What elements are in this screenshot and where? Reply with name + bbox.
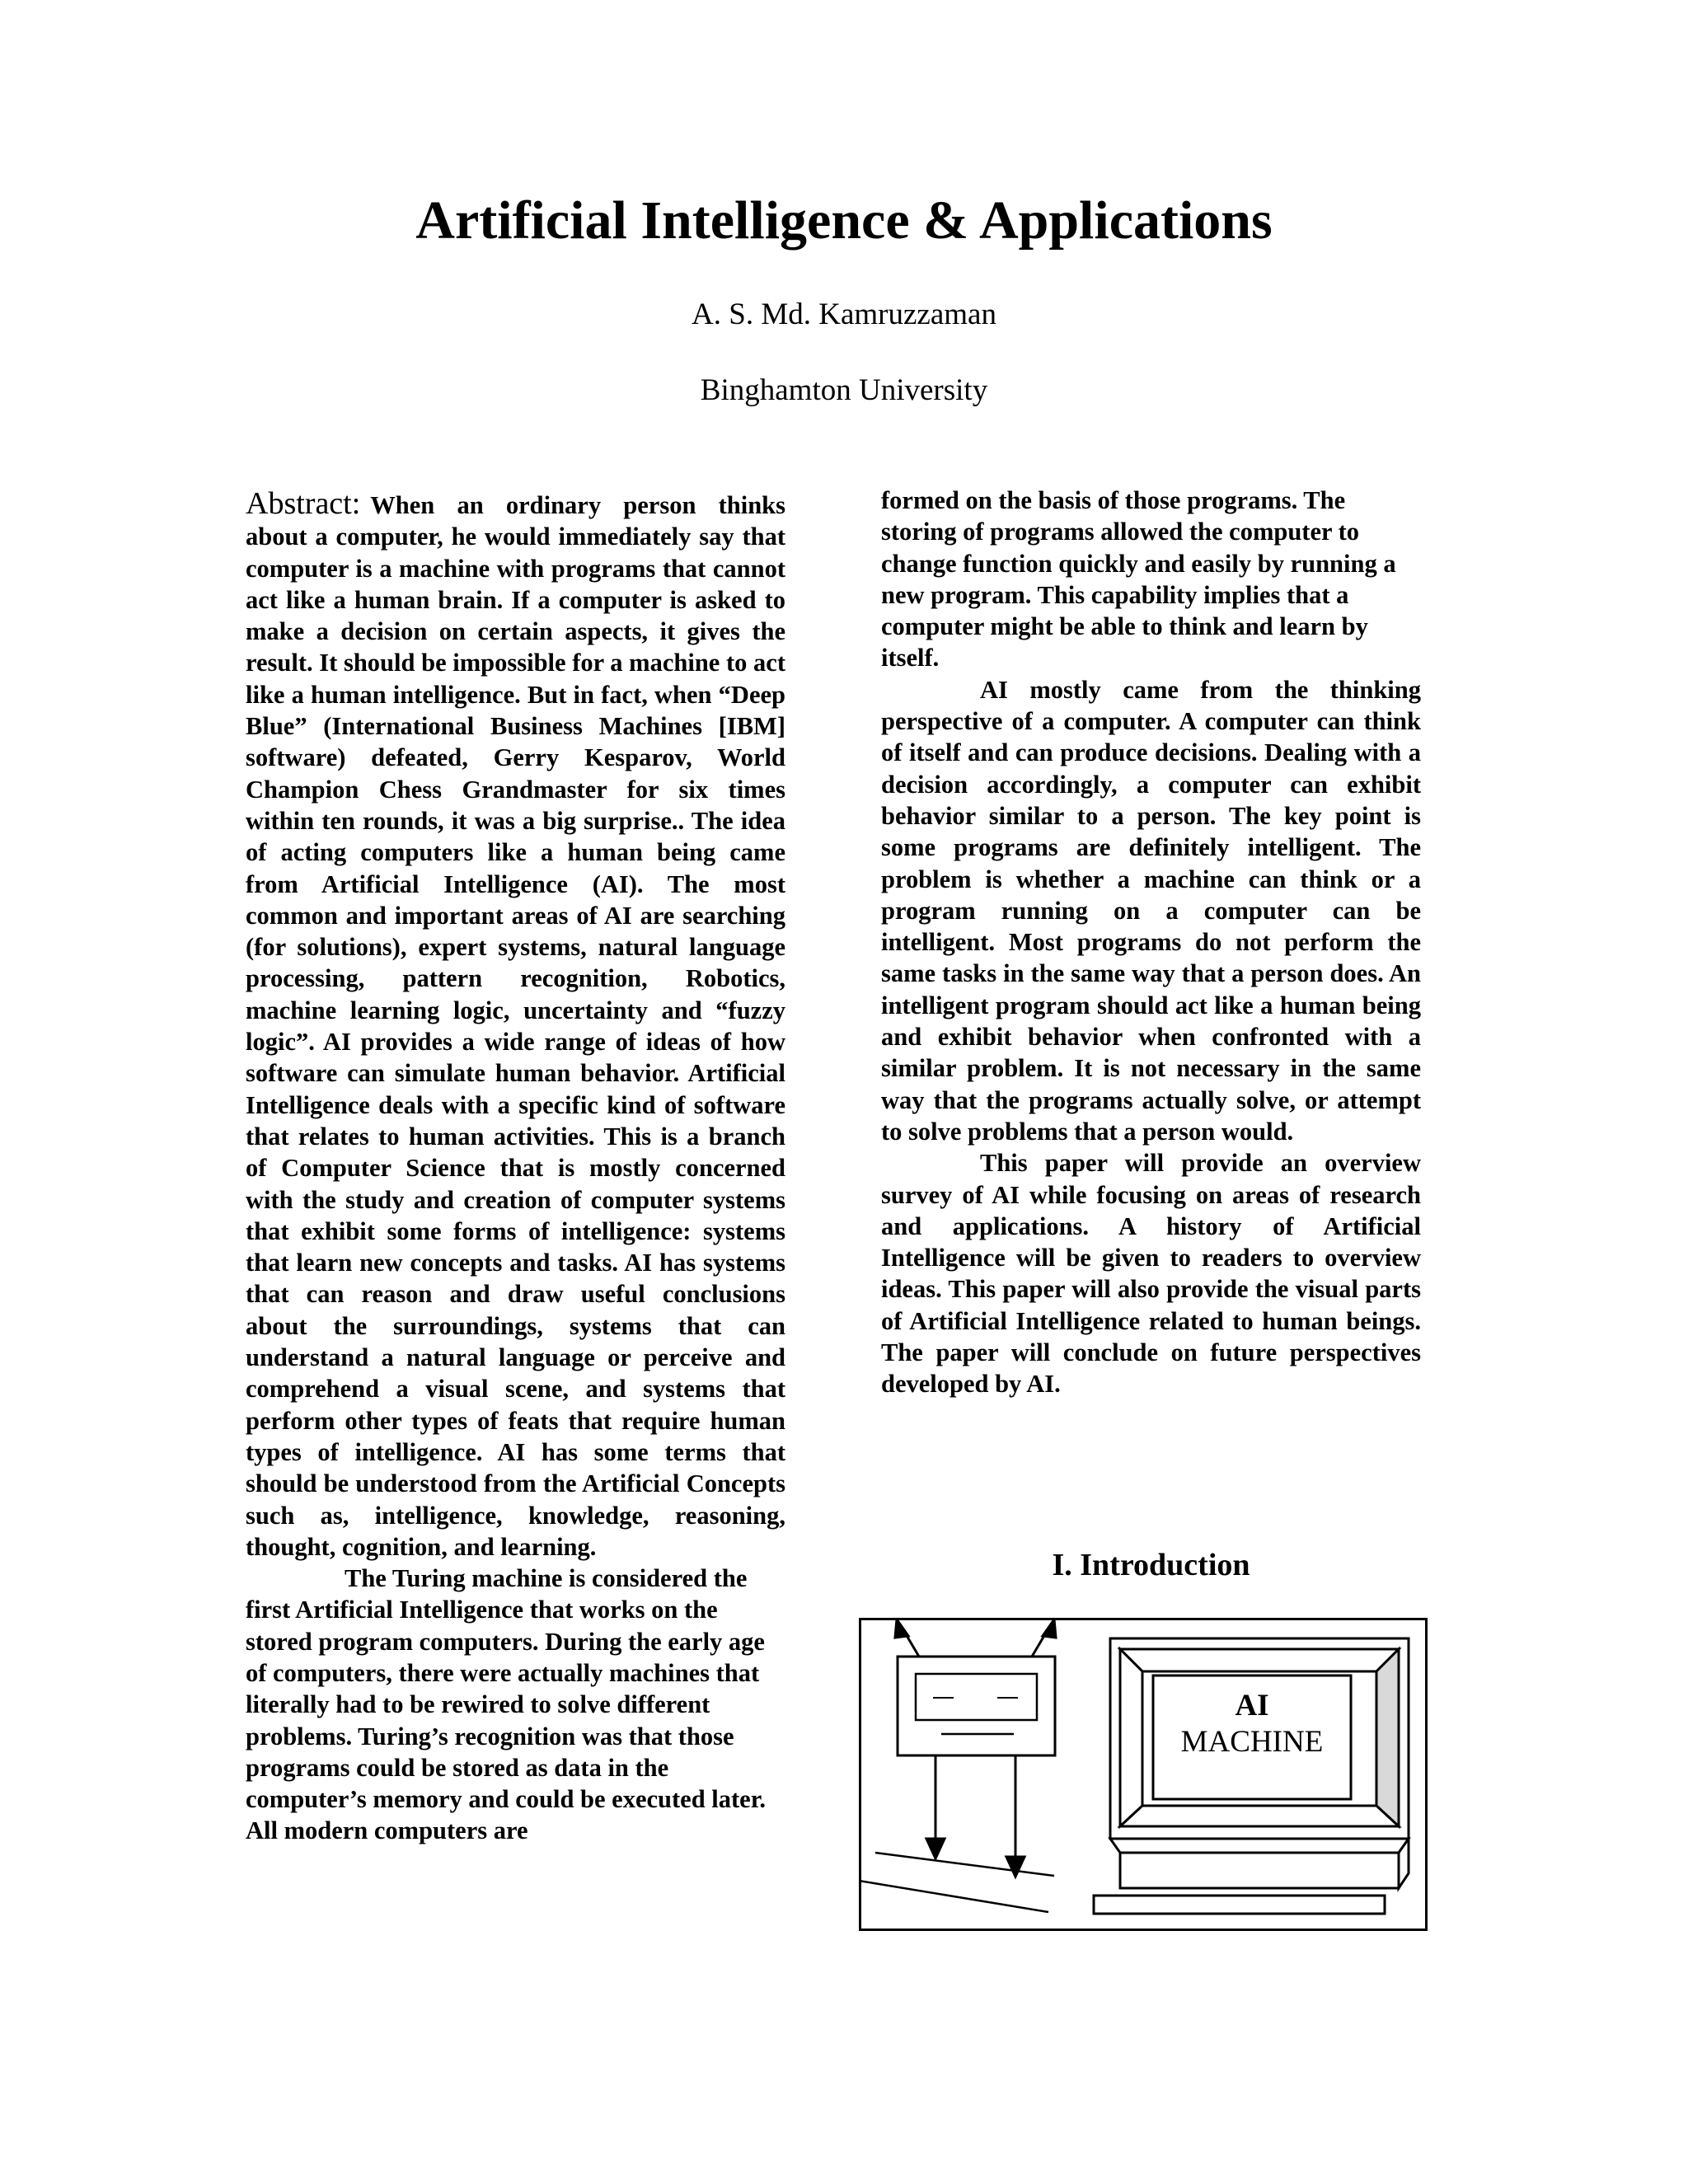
abstract-paragraph [246, 488, 785, 1563]
author-name: A. S. Md. Kamruzzaman [692, 298, 996, 331]
down-arrows [926, 1755, 1025, 1877]
abstract-text: When an ordinary person thinks about a computer, he would immediately say that computer is a machine with programs that cannot act like a human brain. If a computer is asked to make a decision on certain aspects, it gives the result. It should be impossible for a machine to act like a human intelligence. But in fact, when “Deep Blue” (International Business Machines [IBM] software) defeated, Gerry Kesparov, World Champion Chess Grandmaster for six times within ten rounds, it was a big surprise.. The idea of acting computers like a human being came from Artificial Intelligence (AI). The most common and important areas of AI are searching (for solutions), expert systems, natural language processing, pattern recognition, Robotics, machine learning logic, uncertainty and “fuzzy logic”. AI provides a wide range of ideas of how software can simulate human behavior. Artificial Intelligence deals with a specific kind of software that relates to human activities. This is a branch of Computer Science that is mostly concerned with the study and creation of computer systems that exhibit some forms of intelligence: systems that learn new concepts and tasks. AI has systems that can reason and draw useful conclusions about the surroundings, systems that can understand a natural language or perceive and comprehend a visual scene, and systems that perform other types of feats that require human types of intelligence. AI has some terms that should be understood from the Artificial Concepts such as, intelligence, knowledge, reasoning, thought, cognition, and learning. [246, 491, 785, 1561]
keyboard-icon [1094, 1839, 1409, 1914]
ground-lines [859, 1853, 1054, 1912]
overview-paragraph: This paper will provide an overview survey of AI while focusing on areas of research and applications. A history of Artificial Intelligence will be given to readers to overview ideas. This paper will also provide the visual parts of Artificial Intelligence related to human beings. The paper will conclude on future perspectives developed by AI. [881, 1149, 1421, 1399]
paper-title: Artificial Intelligence & Applications [415, 190, 1273, 251]
robot-head-icon [898, 1657, 1055, 1755]
screen-label-machine: MACHINE [1180, 1725, 1324, 1759]
ai-machine-figure [859, 1618, 1428, 1931]
left-column [246, 488, 785, 1847]
section-heading-introduction: I. Introduction [1052, 1548, 1250, 1582]
screen-label-ai: AI [1235, 1689, 1269, 1722]
author-affiliation: Binghamton University [700, 373, 988, 407]
ai-machine-diagram [859, 1618, 1428, 1931]
right-column [881, 485, 1421, 1400]
antenna-arrows [895, 1619, 1056, 1657]
continuation-paragraph: formed on the basis of those programs. The storing of programs allowed the computer to change function quickly and easily by running a new program. This capability implies that a computer might be able to think and learn by itself. [881, 486, 1396, 673]
thinking-paragraph: AI mostly came from the thinking perspective of a computer. A computer can think of itself and can produce decisions. Dealing with a decision accordingly, a computer can exhibit behavior similar to a person. The key point is some programs are definitely intelligent. The problem is whether a machine can think or a program running on a computer can be intelligent. Most programs do not perform the same tasks in the same way that a person does. An intelligent program should act like a human being and exhibit behavior when confronted with a similar problem. It is not necessary in the same way that the programs actually solve, or attempt to solve problems that a person would. [881, 675, 1421, 1146]
turing-paragraph: The Turing machine is considered the first Artificial Intelligence that works on the stored program computers. During the early age of computers, there were actually machines that literally had to be rewired to solve different problems. Turing’s recognition was that those programs could be stored as data in the computer’s memory and could be executed later. All modern computers are [246, 1564, 767, 1845]
abstract-label: Abstract: [246, 486, 361, 521]
